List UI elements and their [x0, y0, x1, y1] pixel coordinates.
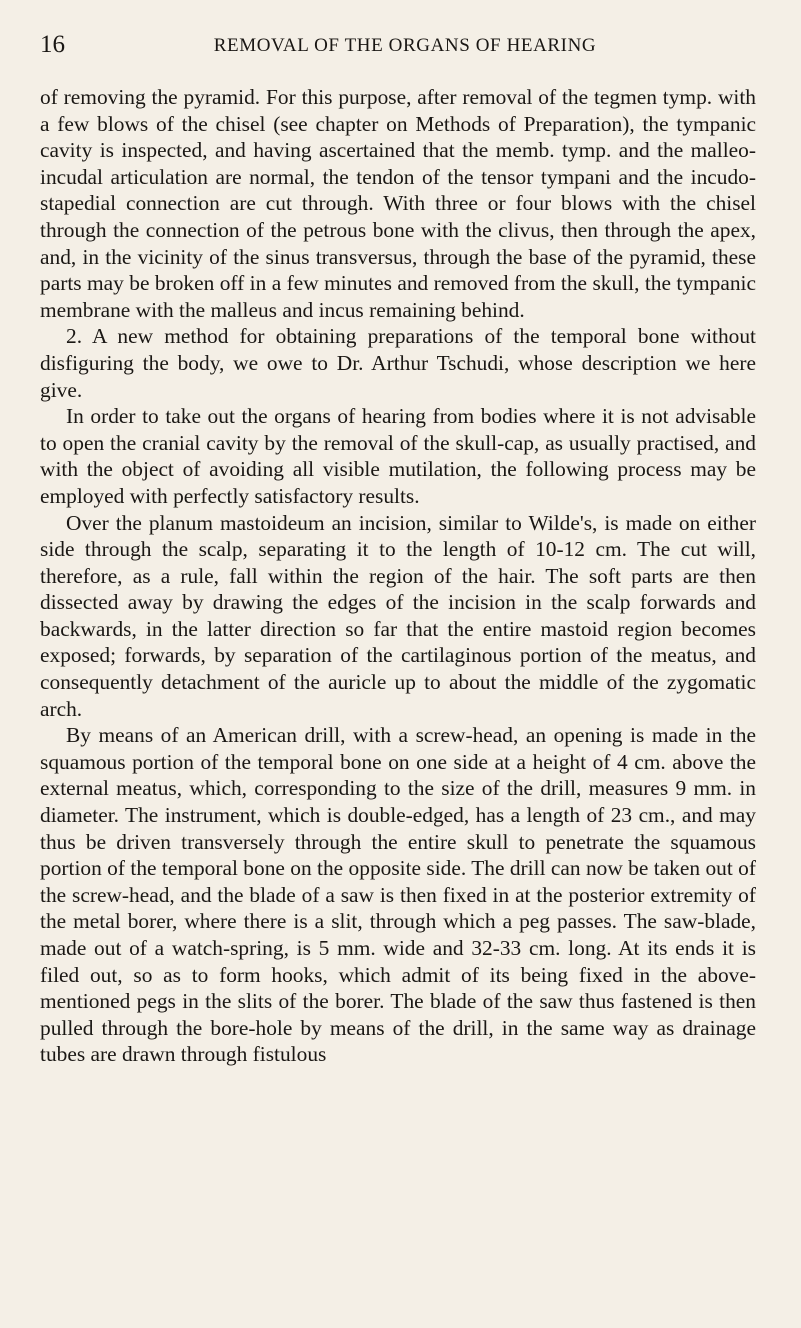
paragraph-continuation: of removing the pyramid. For this purpose, after removal of the tegmen tymp. with a few blows of the chisel (see chapter on Methods of Preparation), the tympanic cavity is inspected, and having ascertained that the memb. tymp. and the malleo-incudal articulation are normal, the tendon of the tensor tympani and the incudo-stapedial connection are cut through. With three or four blows with the chisel through the connection of the petrous bone with the clivus, then through the apex, and, in the vicinity of the sinus transversus, through the base of the pyramid, these parts may be broken off in a few minutes and removed from the skull, the tympanic membrane with the malleus and incus remaining behind. [40, 85, 756, 322]
paragraph-method-two: 2. A new method for obtaining preparations of the temporal bone without disfiguring the body, we owe to Dr. Arthur Tschudi, whose description we here give. [40, 324, 756, 402]
running-title: REMOVAL OF THE ORGANS OF HEARING [213, 35, 597, 56]
paragraph-incision: Over the planum mastoideum an incision, similar to Wilde's, is made on either side through the scalp, separating it to the length of 10-12 cm. The cut will, therefore, as a rule, fall within the region of the hair. The soft parts are then dissected away by drawing the edges of the incision in the scalp forwards and backwards, in the latter direction so far that the entire mastoid region becomes exposed; forwards, by separation of the cartilaginous portion of the meatus, and consequently detachment of the auricle up to about the middle of the zygomatic arch. [40, 510, 756, 721]
page-number: 16 [40, 31, 65, 58]
paragraph-drill: By means of an American drill, with a screw-head, an opening is made in the squamous portion of the temporal bone on one side at a height of 4 cm. above the external meatus, which, corresponding to the size of the drill, measures 9 mm. in diameter. The instrument, which is double-edged, has a length of 23 cm., and may thus be driven transversely through the entire skull to penetrate the squamous portion of the temporal bone on the opposite side. The drill can now be taken out of the screw-head, and the blade of a saw is then fixed in at the posterior extremity of the metal borer, where there is a slit, through which a peg passes. The saw-blade, made out of a watch-spring, is 5 mm. wide and 32-33 cm. long. At its ends it is filed out, so as to form hooks, which admit of its being fixed in the above-mentioned pegs in the slits of the borer. The blade of the saw thus fastened is then pulled through the bore-hole by means of the drill, in the same way as drainage tubes are drawn through fistulous [40, 723, 756, 1067]
body-text [40, 84, 756, 1068]
paragraph-purpose: In order to take out the organs of hearing from bodies where it is not advisable to open the cranial cavity by the removal of the skull-cap, as usually practised, and with the object of avoiding all visible mutilation, the following process may be employed with perfectly satisfactory results. [40, 404, 756, 508]
running-head [40, 28, 730, 62]
